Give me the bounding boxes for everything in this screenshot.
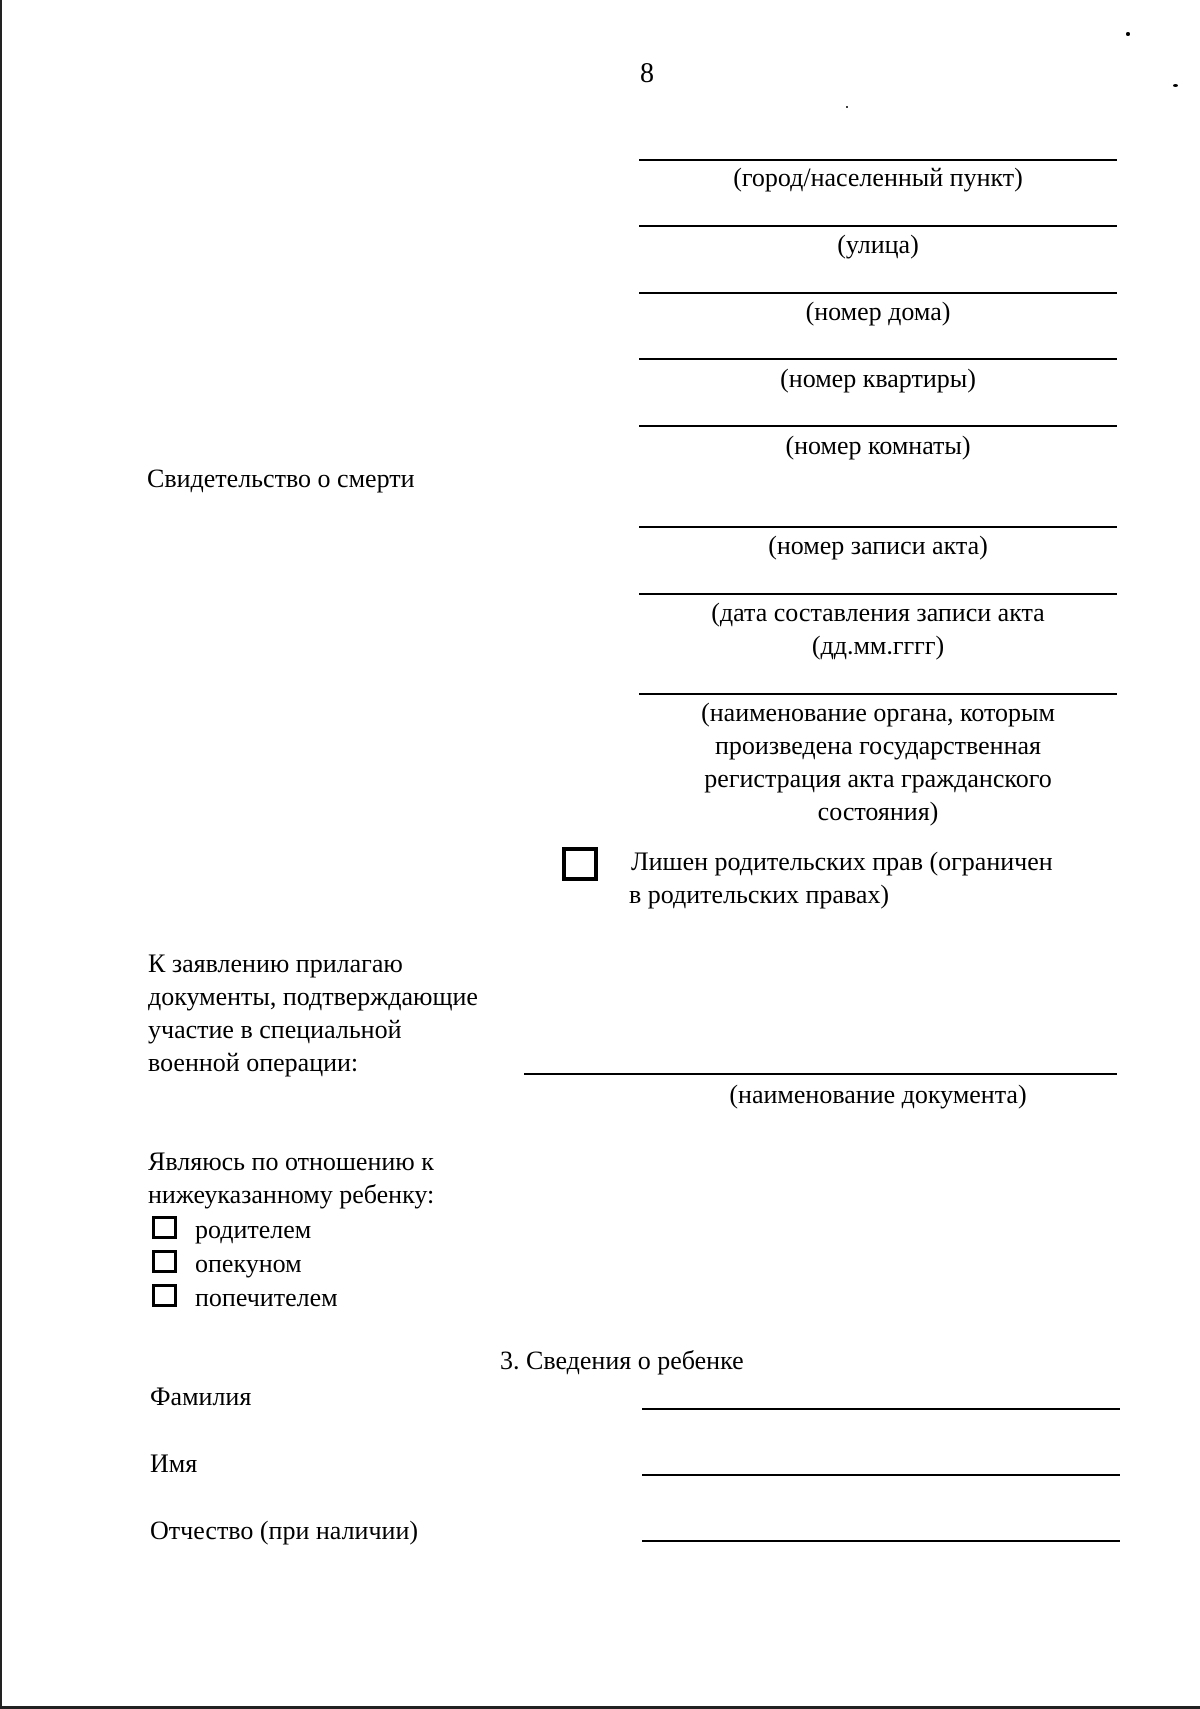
record-date-caption-1: (дата составления записи акта xyxy=(711,598,1045,627)
death-certificate-label: Свидетельство о смерти xyxy=(147,464,415,493)
parent-option-label: родителем xyxy=(195,1215,312,1244)
record-number-line xyxy=(639,526,1117,528)
page-number: 8 xyxy=(640,58,654,89)
authority-caption-2: произведена государственная xyxy=(714,731,1042,760)
relation-label-2: нижеуказанному ребенку: xyxy=(148,1180,435,1209)
authority-caption-4: состояния) xyxy=(817,797,939,826)
house-caption: (номер дома) xyxy=(805,297,951,326)
attached-documents-label-1: К заявлению прилагаю xyxy=(148,949,403,978)
apartment-caption: (номер квартиры) xyxy=(780,364,976,393)
apartment-line xyxy=(639,358,1117,360)
surname-label: Фамилия xyxy=(150,1382,252,1411)
authority-caption-3: регистрация акта гражданского xyxy=(704,764,1052,793)
room-line xyxy=(639,425,1117,427)
scan-speck xyxy=(846,106,848,108)
deprived-rights-text-1: Лишен родительских прав (ограничен xyxy=(631,847,1053,876)
guardian-checkbox[interactable] xyxy=(152,1250,177,1273)
relation-label-1: Являюсь по отношению к xyxy=(148,1147,434,1176)
surname-line[interactable] xyxy=(642,1408,1120,1410)
scan-speck xyxy=(1126,32,1130,36)
document-name-line xyxy=(524,1073,1117,1075)
child-section-heading: 3. Сведения о ребенке xyxy=(500,1346,744,1375)
patronymic-line[interactable] xyxy=(642,1540,1120,1542)
attached-documents-label-3: участие в специальной xyxy=(148,1015,402,1044)
patronymic-label: Отчество (при наличии) xyxy=(150,1516,419,1545)
attached-documents-label-2: документы, подтверждающие xyxy=(148,982,478,1011)
authority-line xyxy=(639,693,1117,695)
document-name-caption: (наименование документа) xyxy=(729,1080,1027,1109)
curator-checkbox[interactable] xyxy=(152,1284,177,1307)
room-caption: (номер комнаты) xyxy=(785,431,971,460)
city-caption: (город/населенный пункт) xyxy=(733,163,1023,192)
house-line xyxy=(639,292,1117,294)
street-caption: (улица) xyxy=(837,230,919,259)
attached-documents-label-4: военной операции: xyxy=(148,1048,359,1077)
scan-speck xyxy=(1173,84,1178,87)
record-number-caption: (номер записи акта) xyxy=(768,531,988,560)
curator-option-label: попечителем xyxy=(195,1283,338,1312)
name-line[interactable] xyxy=(642,1474,1120,1476)
parent-checkbox[interactable] xyxy=(152,1216,177,1239)
authority-caption-1: (наименование органа, которым xyxy=(701,698,1055,727)
guardian-option-label: опекуном xyxy=(195,1249,302,1278)
street-line xyxy=(639,225,1117,227)
name-label: Имя xyxy=(150,1449,198,1478)
record-date-line xyxy=(639,593,1117,595)
record-date-caption-2: (дд.мм.гггг) xyxy=(811,631,945,660)
deprived-rights-text-2: в родительских правах) xyxy=(629,880,890,909)
scan-edge-left xyxy=(0,0,2,1709)
deprived-rights-checkbox[interactable] xyxy=(562,847,598,881)
